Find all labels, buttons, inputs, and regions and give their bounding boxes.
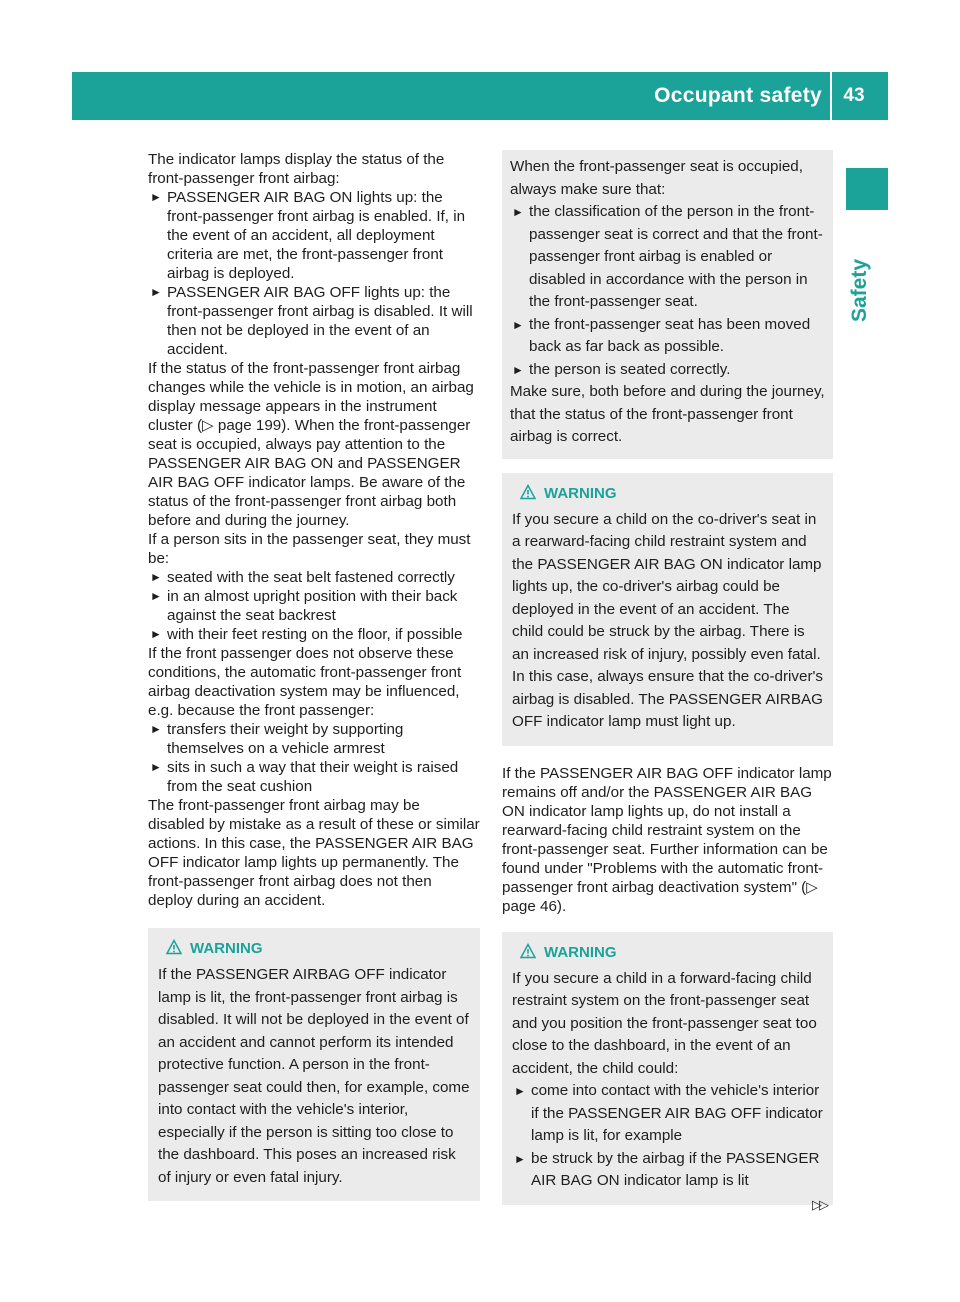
bullet-triangle-icon: ► — [514, 1084, 526, 1098]
list-item: ► in an almost upright position with their back against the seat backrest — [150, 588, 458, 624]
warning-list — [512, 1080, 823, 1193]
left-column — [148, 150, 480, 1201]
occupied-intro: When the front-passenger seat is occupied, always make sure that: — [510, 158, 803, 198]
list-item: ► the classification of the person in the front-passenger seat is correct and that the front-passenger front airbag is enabled or disabled in accordance with the person in the front-passenger seat. — [512, 203, 823, 310]
occupied-seat-box — [502, 150, 833, 459]
side-tab-label: Safety — [848, 258, 871, 322]
warning-box — [502, 932, 833, 1205]
warning-triangle-icon — [520, 943, 536, 959]
warning-heading: WARNING — [512, 942, 823, 964]
section-title: Occupant safety — [654, 84, 822, 107]
side-tab-marker — [846, 168, 888, 210]
warning-text: If you secure a child on the co-driver's seat in a rearward-facing child restraint system and the PASSENGER AIR BAG ON indicator lamp lights up, the co-driver's airbag could be deployed in the event of an accident. The child could be struck by the airbag. There is an increased risk of injury, possibly even fatal. — [512, 510, 822, 663]
list-item: ► with their feet resting on the floor, if possible — [150, 626, 463, 643]
sit-list — [148, 568, 480, 644]
bullet-triangle-icon: ► — [150, 285, 162, 299]
warning-heading: WARNING — [158, 938, 470, 960]
occupied-list — [510, 201, 825, 381]
list-item: ► the front-passenger seat has been moved back as far back as possible. — [512, 315, 811, 355]
header-divider — [830, 72, 832, 120]
status-change-paragraph: If the status of the front-passenger front airbag changes while the vehicle is in motion, an airbag display message appears in the instrument cluster (▷ page 199). When the front-passenger seat is occupied, always pay attention to the PASSENGER AIR BAG ON and PASSENGER AIR BAG OFF indicator lamps. Be aware of the status of the front-passenger front airbag both before and during the journey. — [148, 360, 474, 529]
warning-box — [148, 928, 480, 1201]
warning-triangle-icon — [520, 484, 536, 500]
bullet-triangle-icon: ► — [512, 205, 524, 219]
warning-box — [502, 473, 833, 746]
person-sits-paragraph: If a person sits in the passenger seat, they must be: — [148, 531, 471, 567]
list-item: ► the person is seated correctly. — [510, 359, 825, 382]
bullet-triangle-icon: ► — [150, 589, 162, 603]
bullet-triangle-icon: ► — [150, 722, 162, 736]
bullet-triangle-icon: ► — [514, 1151, 526, 1166]
bullet-triangle-icon: ► — [150, 570, 162, 584]
status-list — [148, 188, 480, 359]
list-item: ► come into contact with the vehicle's interior if the PASSENGER AIR BAG OFF indicator lamp is lit, for example — [514, 1082, 823, 1144]
warning-text: If you secure a child in a forward-facing child restraint system on the front-passenger seat and you position the front-passenger seat too close to the dashboard, in the event of an accident, the child could: — [512, 969, 817, 1077]
warning-text: If the PASSENGER AIRBAG OFF indicator lamp is lit, the front-passenger front airbag is disabled. It will not be deployed in the event of an accident and cannot perform its intended protective function. A person in the front-passenger seat could then, for example, come into contact with the vehicle's interior, especially if the person is sitting too close to the dashboard. This poses an increased risk of injury or even fatal injury. — [158, 966, 470, 1186]
continue-arrow-icon: ▷▷ — [812, 1197, 826, 1212]
bullet-triangle-icon: ► — [150, 627, 162, 641]
page-number: 43 — [843, 85, 865, 106]
list-item: ► sits in such a way that their weight is raised from the seat cushion — [150, 759, 459, 795]
condition-list — [148, 720, 480, 796]
bullet-triangle-icon: ► — [512, 317, 524, 332]
disabled-mistake-paragraph: The front-passenger front airbag may be disabled by mistake as a result of these or similar actions. In this case, the PASSENGER AIR BAG OFF indicator lamp lights up permanently. The front-passenger front airbag does not then deploy during an accident. — [148, 797, 480, 909]
remains-off-paragraph: If the PASSENGER AIR BAG OFF indicator lamp remains off and/or the PASSENGER AIR BAG ON indicator lamp lights up, do not install a rearward-facing child restraint system on the front-passenger seat. Further information can be found under "Problems with the automatic front-passenger front airbag deactivation system" (▷ page 46). — [502, 764, 832, 915]
warning-triangle-icon — [166, 939, 182, 955]
warning-text: In this case, always ensure that the co-driver's airbag is disabled. The PASSENGER AIRBAG OFF indicator lamp must light up. — [512, 668, 824, 730]
bullet-triangle-icon: ► — [150, 190, 162, 204]
list-item: ► PASSENGER AIR BAG ON lights up: the front-passenger front airbag is enabled. If, in the event of an accident, all deployment criteria are met, the front-passenger front airbag is deployed. — [150, 189, 466, 282]
intro-paragraph: The indicator lamps display the status of the front-passenger front airbag: — [148, 151, 445, 187]
bullet-triangle-icon: ► — [512, 362, 524, 377]
warning-heading: WARNING — [512, 483, 823, 505]
conditions-paragraph: If the front passenger does not observe these conditions, the automatic front-passenger front airbag deactivation system may be influenced, e.g. because the front passenger: — [148, 645, 462, 719]
list-item: ► be struck by the airbag if the PASSENGER AIR BAG ON indicator lamp is lit — [514, 1149, 820, 1189]
list-item: ► PASSENGER AIR BAG OFF lights up: the front-passenger front airbag is disabled. It will then not be deployed in the event of an accident. — [150, 284, 473, 358]
list-item: ► seated with the seat belt fastened correctly — [150, 569, 455, 586]
list-item: ► transfers their weight by supporting themselves on a vehicle armrest — [150, 721, 404, 757]
occupied-outro: Make sure, both before and during the journey, that the status of the front-passenger front airbag is correct. — [510, 383, 825, 445]
bullet-triangle-icon: ► — [150, 760, 162, 774]
right-column — [502, 150, 833, 1205]
